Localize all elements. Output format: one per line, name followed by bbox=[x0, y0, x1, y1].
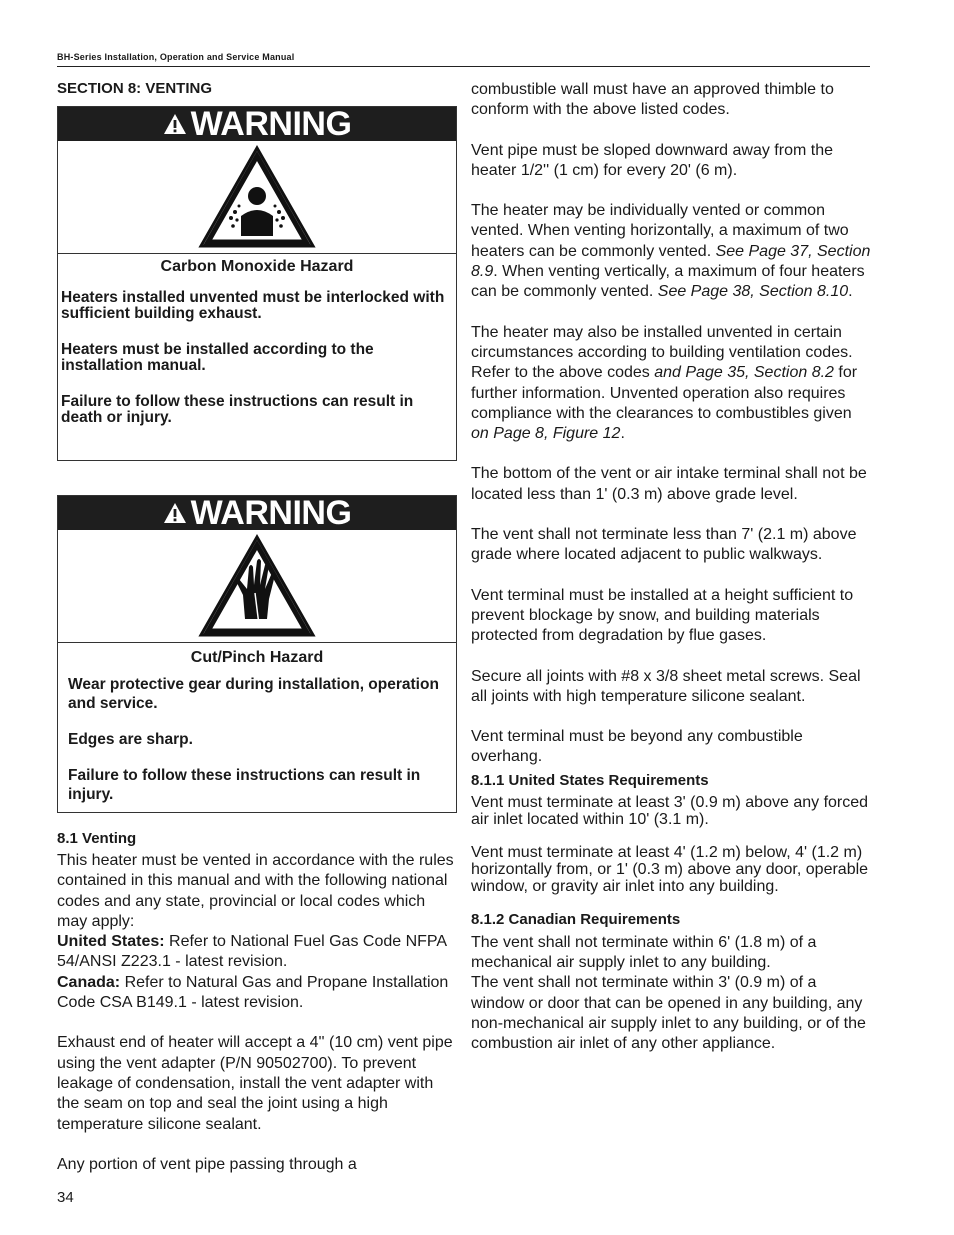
warning-line: Heaters installed unvented must be interlocked with sufficient building exhaust. bbox=[61, 289, 445, 322]
text-run: for further information. Unvented operation also requires compliance with the clearances to combustibles given bbox=[471, 364, 858, 422]
warning-line: Failure to follow these instructions can result in injury. bbox=[68, 767, 421, 803]
paragraph: Vent pipe must be sloped downward away from the heater 1/2'' (1 cm) for every 20' (6 m). bbox=[471, 141, 833, 179]
running-title: BH-Series Installation, Operation and Service Manual bbox=[57, 52, 295, 62]
paragraph: Secure all joints with #8 x 3/8 sheet metal screws. Seal all joints with high temperature silicone sealant. bbox=[471, 667, 861, 705]
warning-triangle-icon bbox=[163, 502, 187, 524]
paragraph: The vent shall not terminate within 3' (0.9 m) of a window or door that can be opened in any building, any non-mechanical air supply inlet to any building, or of the combustion air inlet of any other appliance. bbox=[471, 974, 866, 1053]
warning-label: WARNING bbox=[190, 493, 352, 532]
us-label: United States: bbox=[57, 933, 165, 951]
warning-line: Edges are sharp. bbox=[68, 731, 193, 748]
paragraph bbox=[471, 201, 871, 302]
text-run: The heater may also be installed unvented in certain circumstances according to building ventilation codes. Refer to the above codes bbox=[471, 323, 853, 382]
intro-text: This heater must be vented in accordance with the rules contained in this manual and with the following national codes and any state, provincial or local codes which may apply: bbox=[57, 852, 454, 930]
warning-line: Wear protective gear during installation, operation and service. bbox=[68, 676, 439, 712]
hazard-icon-area bbox=[58, 530, 456, 643]
warning-banner bbox=[58, 104, 456, 143]
cut-pinch-hazard-icon bbox=[197, 533, 317, 639]
paragraph: Vent terminal must be beyond any combustible overhang. bbox=[471, 728, 803, 766]
warning-label: WARNING bbox=[190, 104, 352, 143]
subsection-heading: 8.1 Venting bbox=[57, 830, 137, 847]
cross-reference: See Page 38, Section 8.10 bbox=[657, 283, 849, 301]
text-run: The heater may be individually vented or common vented. When venting horizontally, a maximum of two heaters can be commonly vented. bbox=[471, 202, 849, 260]
paragraph: Any portion of vent pipe passing through a bbox=[57, 1155, 357, 1173]
section-title: SECTION 8: VENTING bbox=[57, 80, 213, 97]
paragraph bbox=[471, 323, 871, 445]
left-column bbox=[57, 80, 457, 1195]
warning-box-carbon-monoxide bbox=[57, 106, 457, 461]
paragraph: The bottom of the vent or air intake terminal shall not be located less than 1' (0.3 m) above grade level. bbox=[471, 465, 867, 503]
canada-label: Canada: bbox=[57, 973, 121, 991]
hazard-title: Carbon Monoxide Hazard bbox=[160, 258, 354, 275]
text-run: . bbox=[848, 283, 853, 301]
subsection-heading: 8.1.1 United States Requirements bbox=[471, 771, 709, 789]
page-number: 34 bbox=[57, 1189, 74, 1206]
warning-triangle-icon bbox=[163, 113, 187, 135]
text-run: . bbox=[620, 425, 625, 443]
paragraph: The vent shall not terminate within 6' (1.8 m) of a mechanical air supply inlet to any building. bbox=[471, 933, 817, 972]
warning-line: Heaters must be installed according to the installation manual. bbox=[61, 341, 374, 374]
us-text: Refer to National Fuel Gas Code NFPA 54/ANSI Z223.1 - latest revision. bbox=[57, 933, 447, 971]
right-column bbox=[471, 80, 871, 1075]
paragraph bbox=[57, 851, 457, 1013]
paragraph: The vent shall not terminate less than 7' (2.1 m) above grade where located adjacent to public walkways. bbox=[471, 526, 857, 564]
hazard-title: Cut/Pinch Hazard bbox=[190, 649, 324, 666]
paragraph: Vent must terminate at least 4' (1.2 m) below, 4' (1.2 m) horizontally from, or 1' (0.3 m) above any door, operable window, or gravity air inlet into any building. bbox=[471, 843, 869, 895]
cross-reference: See Page 37, Section 8.9 bbox=[471, 242, 871, 281]
text-run: . When venting vertically, a maximum of four heaters can be commonly vented. bbox=[471, 263, 865, 301]
cross-reference: and Page 35, Section 8.2 bbox=[654, 364, 834, 382]
paragraph: Vent terminal must be installed at a height sufficient to prevent blockage by snow, and building materials protected from degradation by flue gases. bbox=[471, 586, 854, 645]
paragraph: combustible wall must have an approved thimble to conform with the above listed codes. bbox=[471, 81, 834, 119]
canada-text: Refer to Natural Gas and Propane Installation Code CSA B149.1 - latest revision. bbox=[57, 973, 449, 1012]
warning-box-cut-pinch bbox=[57, 495, 457, 813]
subsection-heading: 8.1.2 Canadian Requirements bbox=[471, 910, 681, 928]
cross-reference: on Page 8, Figure 12 bbox=[471, 425, 621, 443]
paragraph: Exhaust end of heater will accept a 4'' (10 cm) vent pipe using the vent adapter (P/N 90502700). To prevent leakage of condensation, install the vent adapter with the seam on top and seal the joint using a high temperature silicone sealant. bbox=[57, 1034, 453, 1133]
warning-banner bbox=[58, 493, 456, 532]
running-header bbox=[57, 52, 870, 67]
carbon-monoxide-hazard-icon bbox=[197, 144, 317, 250]
hazard-icon-area bbox=[58, 141, 456, 254]
paragraph: Vent must terminate at least 3' (0.9 m) above any forced air inlet located within 10' (3.1 m). bbox=[471, 793, 869, 828]
warning-line: Failure to follow these instructions can result in death or injury. bbox=[61, 393, 414, 426]
